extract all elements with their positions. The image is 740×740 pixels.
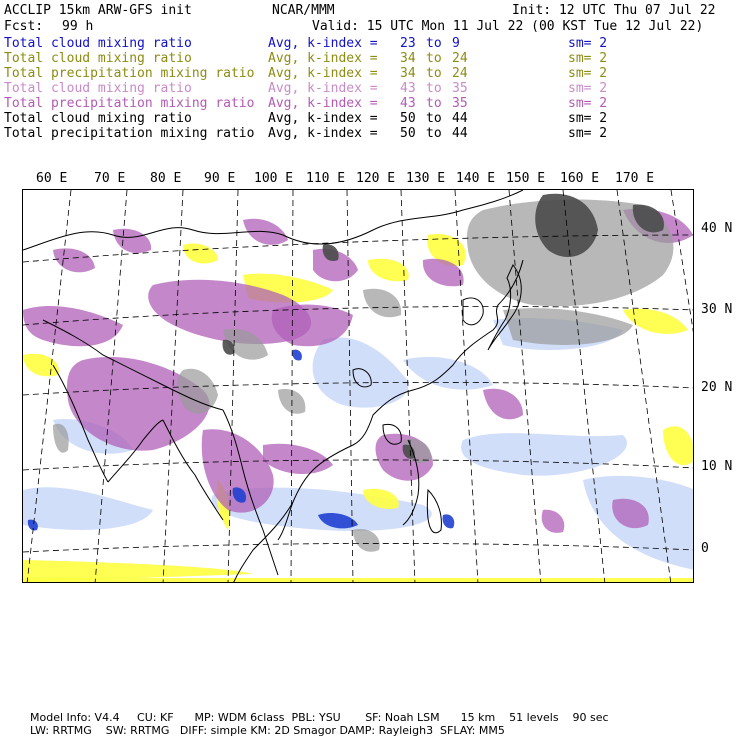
field-avg-label: Avg, k-index = <box>268 66 378 81</box>
lat-label: 0 <box>701 541 709 556</box>
center-label: NCAR/MMM <box>272 3 335 18</box>
yellow-region <box>368 259 409 282</box>
field-to: to <box>426 36 442 51</box>
lat-label: 30 N <box>701 302 733 317</box>
lon-label: 100 E <box>254 171 294 186</box>
field-name: Total cloud mixing ratio <box>4 111 192 126</box>
field-to: to <box>426 111 442 126</box>
lat-label: 20 N <box>701 380 733 395</box>
field-avg-label: Avg, k-index = <box>268 96 378 111</box>
hydrometeor-fields <box>23 194 694 583</box>
field-name: Total cloud mixing ratio <box>4 36 192 51</box>
fcst-value: 99 h <box>62 19 94 34</box>
lon-label: 140 E <box>456 171 496 186</box>
purple-region <box>263 444 333 474</box>
light-blue-region <box>403 357 493 390</box>
model-info-line1: Model Info: V4.4 CU: KF MP: WDM 6class PBL: YSU SF: Noah LSM 15 km 51 levels 90 sec <box>30 711 609 724</box>
field-sm: sm= 2 <box>568 66 608 81</box>
purple-region <box>53 248 95 272</box>
model-info-line2: LW: RRTMG SW: RRTMG DIFF: simple KM: 2D Smagor DAMP: Rayleigh3 SFLAY: MM5 <box>30 724 505 737</box>
field-k-from: 43 <box>400 96 416 111</box>
field-name: Total precipitation mixing ratio <box>4 126 255 141</box>
purple-region <box>113 229 151 253</box>
light-blue-region <box>23 487 153 530</box>
field-name: Total precipitation mixing ratio <box>4 66 255 81</box>
grey-cloud-region <box>503 308 633 345</box>
purple-region <box>23 306 123 346</box>
field-sm: sm= 2 <box>568 126 608 141</box>
field-k-from: 34 <box>400 66 416 81</box>
field-to: to <box>426 126 442 141</box>
field-k-to: 44 <box>452 111 468 126</box>
field-k-from: 43 <box>400 81 416 96</box>
lon-label: 70 E <box>94 171 126 186</box>
purple-region <box>483 389 523 420</box>
grid-lon-line <box>228 190 238 583</box>
light-blue-region <box>461 433 627 476</box>
init-time: Init: 12 UTC Thu 07 Jul 22 <box>512 3 716 18</box>
valid-time: Valid: 15 UTC Mon 11 Jul 22 (00 KST Tue 12 Jul 22) <box>312 19 704 34</box>
lon-label: 110 E <box>306 171 346 186</box>
field-name: Total cloud mixing ratio <box>4 51 192 66</box>
field-sm: sm= 2 <box>568 111 608 126</box>
field-k-from: 50 <box>400 126 416 141</box>
field-k-to: 24 <box>452 51 468 66</box>
yellow-region <box>183 243 218 263</box>
model-title: ACCLIP 15km ARW-GFS init <box>4 3 192 18</box>
lon-label: 60 E <box>36 171 68 186</box>
field-sm: sm= 2 <box>568 81 608 96</box>
field-avg-label: Avg, k-index = <box>268 51 378 66</box>
lat-label: 40 N <box>701 221 733 236</box>
field-avg-label: Avg, k-index = <box>268 81 378 96</box>
korea-coast <box>463 298 483 325</box>
blue-region <box>292 350 301 361</box>
field-sm: sm= 2 <box>568 96 608 111</box>
field-avg-label: Avg, k-index = <box>268 36 378 51</box>
lon-label: 170 E <box>615 171 655 186</box>
field-to: to <box>426 66 442 81</box>
field-k-to: 35 <box>452 81 468 96</box>
forecast-map <box>22 189 694 583</box>
lon-label: 160 E <box>560 171 600 186</box>
field-k-from: 23 <box>400 36 416 51</box>
lon-label: 130 E <box>406 171 446 186</box>
field-k-from: 50 <box>400 111 416 126</box>
field-name: Total cloud mixing ratio <box>4 81 192 96</box>
field-k-from: 34 <box>400 51 416 66</box>
field-k-to: 35 <box>452 96 468 111</box>
yellow-region <box>663 426 694 465</box>
field-name: Total precipitation mixing ratio <box>4 96 255 111</box>
field-to: to <box>426 96 442 111</box>
field-sm: sm= 2 <box>568 36 608 51</box>
field-to: to <box>426 81 442 96</box>
field-avg-label: Avg, k-index = <box>268 126 378 141</box>
lat-label: 10 N <box>701 459 733 474</box>
yellow-region <box>23 578 694 583</box>
field-k-to: 9 <box>452 36 460 51</box>
lon-label: 120 E <box>356 171 396 186</box>
grey-cloud-region <box>353 529 380 552</box>
grey-cloud-region <box>363 289 401 317</box>
field-avg-label: Avg, k-index = <box>268 111 378 126</box>
lon-label: 90 E <box>204 171 236 186</box>
field-k-to: 24 <box>452 66 468 81</box>
lon-label: 150 E <box>506 171 546 186</box>
map-canvas <box>23 190 694 583</box>
fcst-label: Fcst: <box>4 19 44 34</box>
field-k-to: 44 <box>452 126 468 141</box>
purple-region <box>542 510 565 533</box>
lon-label: 80 E <box>150 171 182 186</box>
blue-region <box>443 514 455 528</box>
field-to: to <box>426 51 442 66</box>
yellow-region <box>623 309 688 334</box>
field-sm: sm= 2 <box>568 51 608 66</box>
